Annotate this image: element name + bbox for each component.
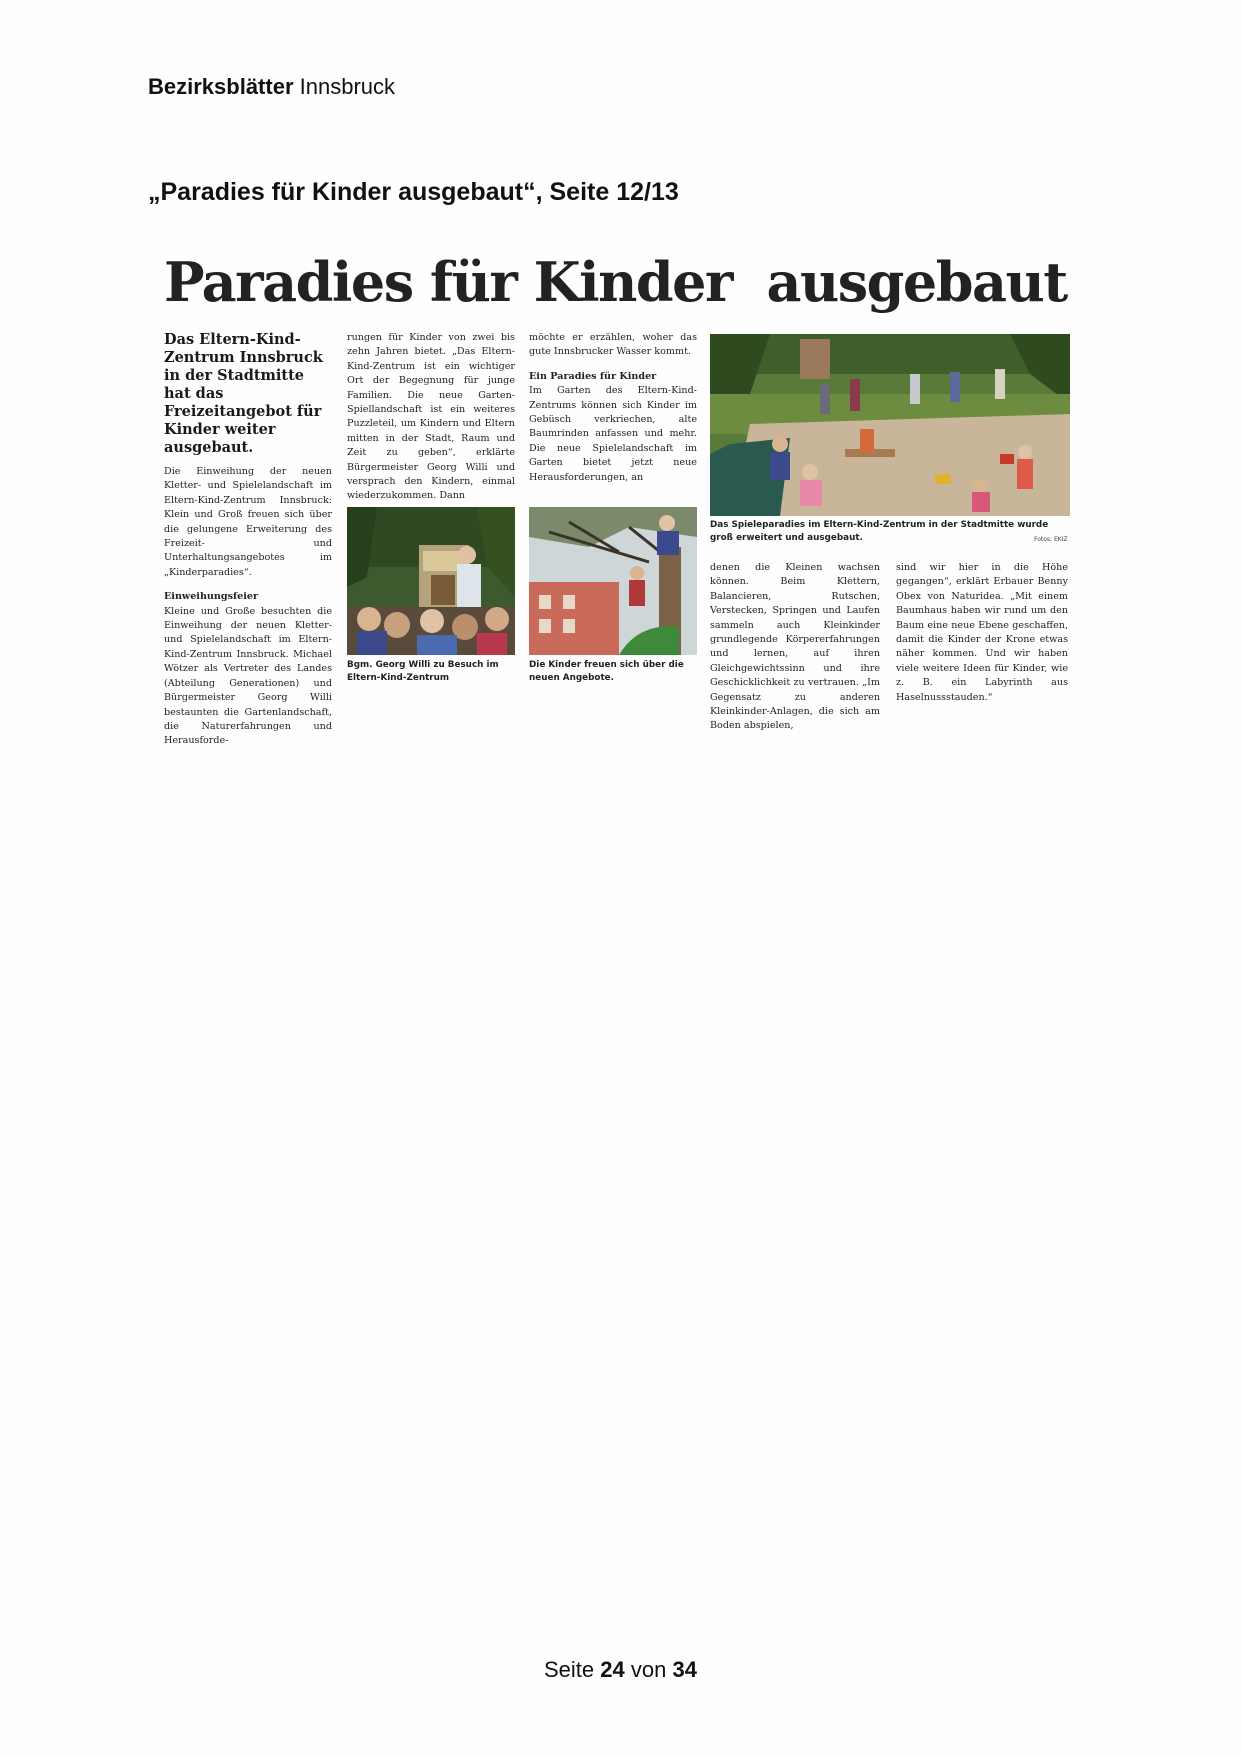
article-subheading: Ein Paradies für Kinder <box>529 370 657 382</box>
footer-page-number: 24 <box>600 1657 625 1682</box>
article-column-1 <box>164 331 332 749</box>
newspaper-clipping <box>162 250 1080 747</box>
photo-caption: Bgm. Georg Willi zu Besuch im Eltern-Kind-Zentrum <box>347 660 499 683</box>
footer-separator: von <box>630 1657 667 1682</box>
photo-caption: Die Kinder freuen sich über die neuen Angebote. <box>529 660 684 683</box>
article-paragraph: Kleine und Große besuchten die Einweihung der neuen Kletter- und Spielelandschaft im Eltern-Kind-Zentrum Innsbruck. Michael Wötzer als Vertreter des Landes (Abteilung Generationen) und Bürgermeister Georg Willi bestaunten die Gartenlandschaft, die Naturerfahrungen und Herausforde- <box>164 605 332 747</box>
photo-playground-sandbox <box>710 334 1070 516</box>
footer-prefix: Seite <box>544 1657 595 1682</box>
photo-children-climbing <box>529 507 697 655</box>
clipping-title: „Paradies für Kinder ausgebaut“, Seite 12/13 <box>148 178 679 206</box>
footer-page-total: 34 <box>672 1657 697 1682</box>
article-headline: Paradies für Kinder ausgebaut <box>164 250 1067 314</box>
article-subheading: Einweihungsfeier <box>164 591 259 603</box>
article-column-4 <box>710 561 880 734</box>
photo-credit: Fotos: EKIZ <box>1034 536 1068 543</box>
document-header <box>148 74 395 100</box>
article-paragraph: rungen für Kinder von zwei bis zehn Jahren bietet. „Das Eltern-Kind-Zentrum ist ein wichtiger Ort der Begegnung für junge Familien. Die neue Garten-Spiellandschaft ist ein weiteres Puzzleteil, um Kindern und Eltern mitten in der Stadt, Raum und Zeit zu geben“, erklärte Bürgermeister Georg Willi und versprach den Kindern, einmal wiederzukommen. Dann <box>347 332 515 502</box>
article-column-5 <box>896 561 1068 705</box>
article-paragraph: Im Garten des Eltern-Kind-Zentrums können sich Kinder im Gebüsch verkriechen, alte Baumrinden anfassen und mehr. Die neue Spielelandschaft im Garten bietet jetzt neue Herausforderungen, an <box>529 385 697 483</box>
photo-caption: Das Spieleparadies im Eltern-Kind-Zentrum in der Stadtmitte wurde groß erweitert und ausgebaut. <box>710 520 1049 543</box>
article-column-3 <box>529 331 697 485</box>
photo-mayor-visit <box>347 507 515 655</box>
page-footer <box>0 1657 1241 1683</box>
article-paragraph: denen die Kleinen wachsen können. Beim Klettern, Balancieren, Rutschen, Verstecken, Springen und Laufen sammeln auch Kleinkinder grundlegende Körpererfahrungen und lernen, auf ihren Gleichgewichtssinn und ihre Geschicklichkeit zu vertrauen. „Im Gegensatz zu anderen Kleinkinder-Anlagen, die sich am Boden abspielen, <box>710 562 880 732</box>
article-column-2 <box>347 331 515 504</box>
article-paragraph: Die Einweihung der neuen Kletter- und Spielelandschaft im Eltern-Kind-Zentrum Innsbruck: Klein und Groß freuen sich über die gelungene Erweiterung des Freizeit- und Unterhaltungsangebotes im „Kinderparadies“. <box>164 466 332 578</box>
article-paragraph: sind wir hier in die Höhe gegangen“, erklärt Erbauer Benny Obex von Naturidea. „Mit einem Baumhaus haben wir rund um den Baum eine neue Ebene geschaffen, damit die Kinder der Krone etwas näher kommen. Und wir haben viele weitere Ideen für Kinder, wie z. B. ein Labyrinth aus Haselnussstauden.“ <box>896 562 1068 703</box>
article-paragraph: möchte er erzählen, woher das gute Innsbrucker Wasser kommt. <box>529 332 697 358</box>
header-brand: Bezirksblätter <box>148 74 294 99</box>
photo-mayor-visit-image <box>347 507 515 655</box>
article-lead: Das Eltern-Kind-Zentrum Innsbruck in der Stadtmitte hat das Freizeitangebot für Kinder weiter ausgebaut. <box>164 331 323 456</box>
photo-playground-sandbox-image <box>710 334 1070 516</box>
photo-children-climbing-image <box>529 507 697 655</box>
header-region: Innsbruck <box>299 74 396 99</box>
